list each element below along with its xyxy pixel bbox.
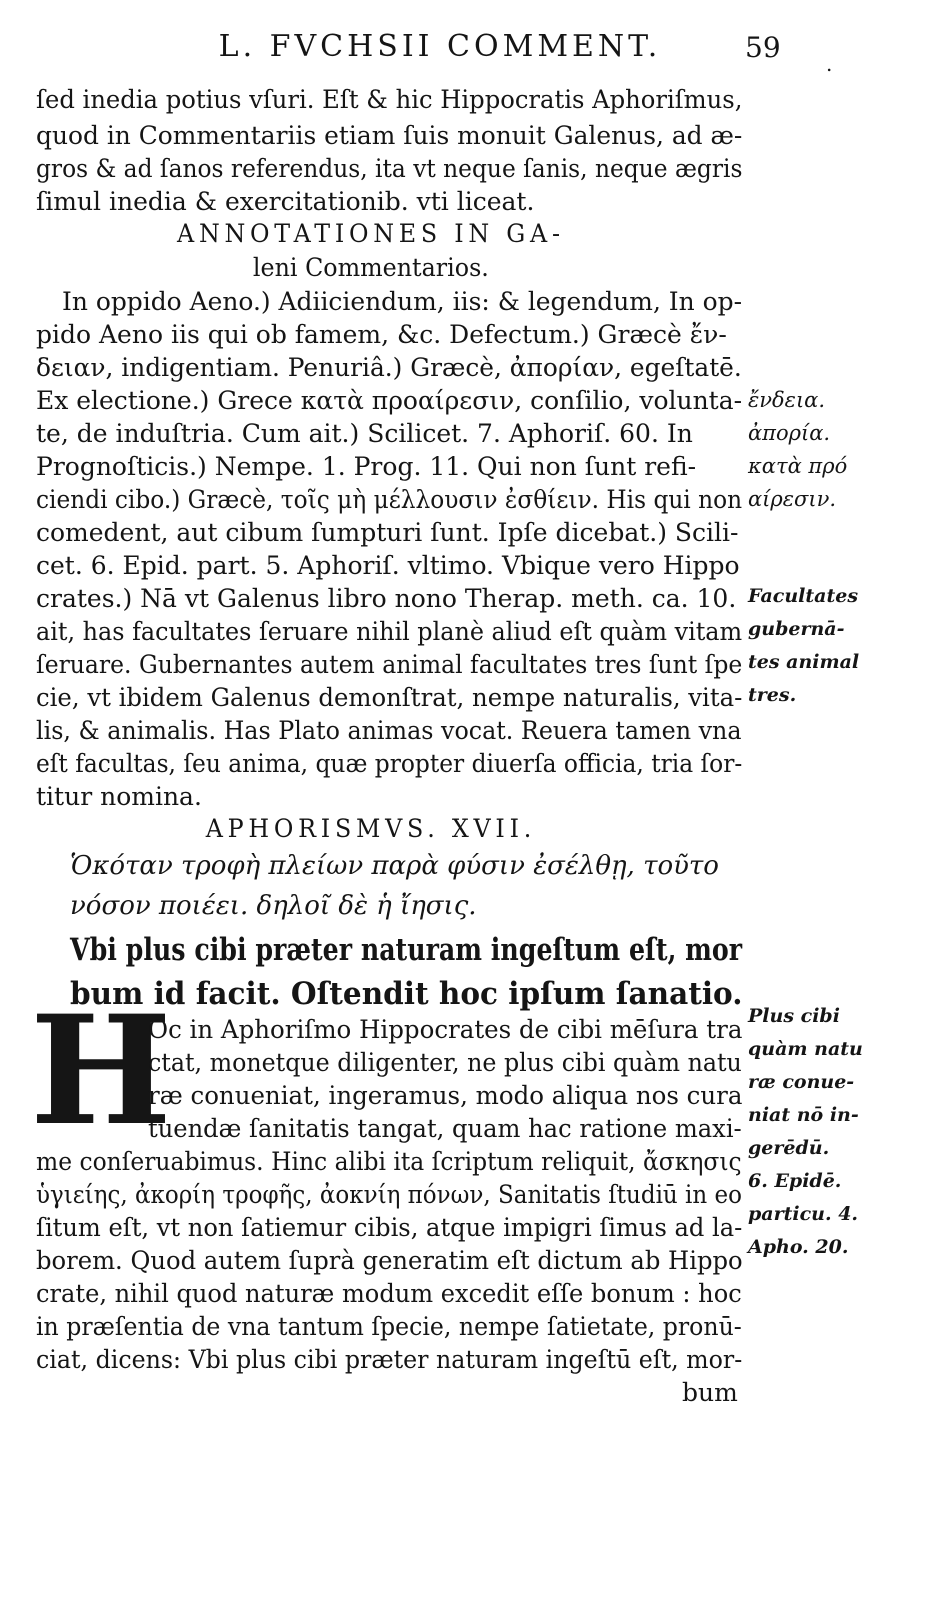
margin-note-facultates: gubernā- — [748, 618, 845, 640]
drop-cap: H — [30, 983, 172, 1159]
commentary-line: tuendæ ſanitatis tangat, quam hac ratione maxi- — [148, 1114, 742, 1143]
commentary-line: Oc in Aphoriſmo Hippocrates de cibi mēſura tra — [148, 1015, 743, 1044]
commentary-line: ſitum eſt, vt non ſatiemur cibis, atque impigri ſimus ad la- — [36, 1213, 743, 1242]
commentary-line: crate, nihil quod naturæ modum excedit eſſe bonum : hoc — [36, 1279, 742, 1308]
annotation-line: lis, & animalis. Has Plato animas vocat. Reuera tamen vna — [36, 716, 742, 745]
running-title: L. FVCHSII COMMENT. — [218, 29, 662, 64]
margin-greek-gloss: κατὰ πρό — [748, 454, 848, 478]
greek-line: νόσον ποιέει. δηλοῖ δὲ ἡ ἴησις. — [70, 891, 477, 921]
annotation-line: te, de induſtria. Cum ait.) Scilicet. 7. Aphoriſ. 60. In — [36, 419, 693, 448]
annotation-line: cet. 6. Epid. part. 5. Aphoriſ. vltimo. Vbique vero Hippo — [36, 551, 740, 580]
text-line: ſed inedia potius vſuri. Eſt & hic Hippocratis Aphoriſmus, — [36, 85, 743, 114]
aphorism-heading: APHORISMVS. XVII. — [205, 814, 537, 843]
corner-mark: . — [826, 52, 833, 76]
margin-greek-gloss: ἀπορία. — [748, 421, 831, 445]
annotation-line: pido Aeno iis qui ob famem, &c. Defectum.) Græcè ἔν- — [36, 320, 727, 349]
margin-note-facultates: tes animal — [748, 651, 860, 673]
annotation-line: cie, vt ibidem Galenus demonſtrat, nempe naturalis, vita- — [36, 683, 743, 712]
annotation-line: ciendi cibo.) Græcè, τοῖς μὴ μέλλουσιν ἐσθίειν. His qui non — [36, 485, 743, 514]
annotations-heading: ANNOTATIONES IN GA- — [177, 219, 565, 248]
annotation-line: comedent, aut cibum ſumpturi ſunt. Ipſe dicebat.) Scili- — [36, 518, 739, 547]
commentary-line: in præſentia de vna tantum ſpecie, nempe ſatietate, pronū- — [36, 1312, 742, 1341]
commentary-line: ciat, dicens: Vbi plus cibi præter naturam ingeſtū eſt, mor- — [36, 1345, 743, 1374]
text-line: ſimul inedia & exercitationib. vti liceat. — [36, 187, 535, 216]
margin-greek-gloss: ἔνδεια. — [748, 388, 826, 412]
latin-heading-line: bum id facit. Oſtendit hoc ipſum ſanatio. — [70, 976, 743, 1012]
annotation-line: eſt facultas, ſeu anima, quæ propter diuerſa officia, tria ſor- — [36, 749, 743, 778]
margin-note-plus-cibi: Plus cibi — [748, 1005, 840, 1027]
annotation-line: titur nomina. — [36, 782, 202, 811]
annotation-line: δειαν, indigentiam. Penuriâ.) Græcè, ἀπορίαν, egeſtatē. — [36, 353, 742, 382]
margin-note-facultates: Facultates — [748, 585, 859, 607]
annotation-line: ait, has facultates ſeruare nihil planè aliud eſt quàm vitam — [36, 617, 743, 646]
margin-greek-gloss: αίρεσιν. — [748, 487, 837, 511]
margin-note-plus-cibi: quàm natu — [748, 1038, 863, 1060]
margin-note-plus-cibi: niat nō in- — [748, 1104, 859, 1126]
annotations-heading-2: leni Commentarios. — [252, 253, 489, 282]
annotation-line: ſeruare. Gubernantes autem animal facultates tres ſunt ſpe — [36, 650, 743, 679]
commentary-line: ὑγιείης, ἀκορίη τροφῆς, ἀοκνίη πόνων, Sanitatis ſtudiū in eo — [36, 1180, 742, 1209]
margin-note-plus-cibi: ræ conue- — [748, 1071, 855, 1093]
commentary-line: me conſeruabimus. Hinc alibi ita ſcriptum reliquit, ἄσκησις — [36, 1147, 742, 1176]
commentary-line: ctat, monetque diligenter, ne plus cibi quàm natu — [148, 1048, 742, 1077]
page-number: 59 — [745, 31, 781, 64]
catchword: bum — [682, 1378, 738, 1407]
annotation-line: Prognoſticis.) Nempe. 1. Prog. 11. Qui non ſunt refi- — [36, 452, 697, 481]
margin-note-reference: 6. Epidē. — [748, 1170, 842, 1192]
margin-note-reference: Apho. 20. — [748, 1236, 849, 1258]
latin-heading-line: Vbi plus cibi præter naturam ingeſtum eſt, mor — [70, 932, 743, 968]
annotation-line: crates.) Nā vt Galenus libro nono Therap. meth. ca. 10. — [36, 584, 737, 613]
greek-line: Ὁκόταν τροφὴ πλείων παρὰ φύσιν ἐσέλθῃ, τοῦτο — [70, 851, 719, 881]
margin-note-plus-cibi: gerēdū. — [748, 1137, 830, 1159]
margin-note-reference: particu. 4. — [748, 1203, 859, 1225]
text-line: quod in Commentariis etiam ſuis monuit Galenus, ad æ- — [36, 121, 743, 150]
commentary-line: ræ conueniat, ingeramus, modo aliqua nos cura — [148, 1081, 743, 1110]
annotation-line: Ex electione.) Grece κατὰ προαίρεσιν, conſilio, volunta- — [36, 386, 743, 415]
annotation-line: In oppido Aeno.) Adiiciendum, iis: & legendum, In op- — [62, 287, 743, 316]
commentary-line: borem. Quod autem ſuprà generatim eſt dictum ab Hippo — [36, 1246, 743, 1275]
text-line: gros & ad ſanos referendus, ita vt neque ſanis, neque ægris — [36, 154, 743, 183]
margin-note-facultates: tres. — [748, 684, 797, 706]
